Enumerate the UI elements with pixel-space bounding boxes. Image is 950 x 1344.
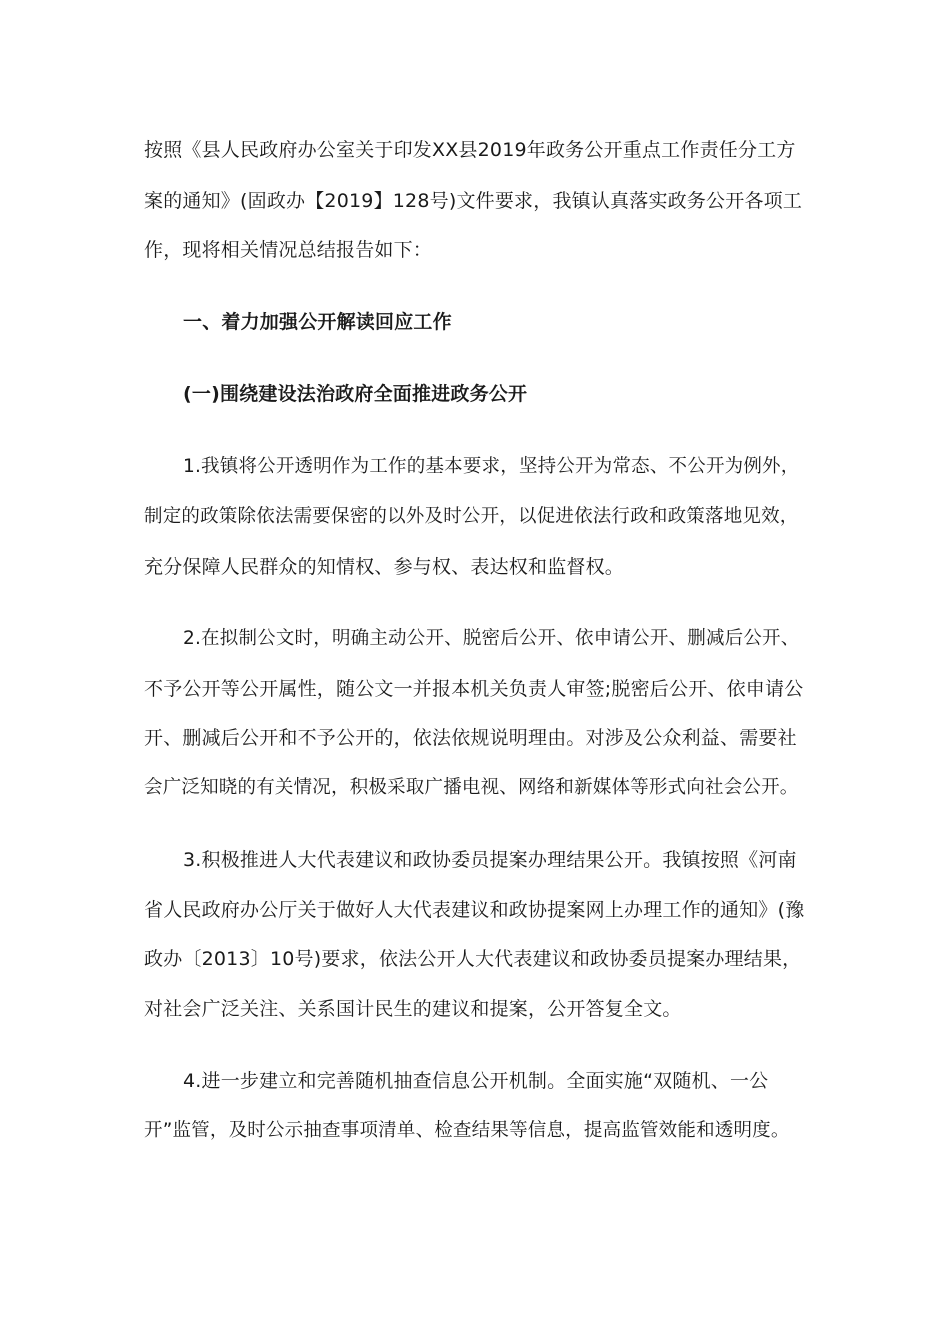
section-heading: 一、着力加强公开解读回应工作 xyxy=(183,311,452,333)
paragraph-3-line-1: 3.积极推进人大代表建议和政协委员提案办理结果公开。我镇按照《河南 xyxy=(183,849,797,871)
paragraph-2-line-2: 不予公开等公开属性，随公文一并报本机关负责人审签;脱密后公开、依申请公 xyxy=(144,678,804,700)
paragraph-3-line-3: 政办〔2013〕10号)要求，依法公开人大代表建议和政协委员提案办理结果， xyxy=(144,948,802,970)
paragraph-2-line-3: 开、删减后公开和不予公开的，依法依规说明理由。对涉及公众利益、需要社 xyxy=(144,727,797,749)
paragraph-1-line-1: 1.我镇将公开透明作为工作的基本要求，坚持公开为常态、不公开为例外， xyxy=(183,456,800,477)
paragraph-2-line-1: 2.在拟制公文时，明确主动公开、脱密后公开、依申请公开、删减后公开、 xyxy=(183,628,800,649)
paragraph-1-line-2: 制定的政策除依法需要保密的以外及时公开，以促进依法行政和政策落地见效， xyxy=(144,506,799,527)
paragraph-4-line-1: 4.进一步建立和完善随机抽查信息公开机制。全面实施“双随机、一公 xyxy=(183,1070,769,1092)
paragraph-3-line-4: 对社会广泛关注、关系国计民生的建议和提案，公开答复全文。 xyxy=(144,998,682,1020)
intro-line-1: 按照《县人民政府办公室关于印发XX县2019年政务公开重点工作责任分工方 xyxy=(144,139,796,161)
subsection-heading: (一)围绕建设法治政府全面推进政务公开 xyxy=(183,383,528,405)
intro-line-2: 案的通知》(固政办【2019】128号)文件要求，我镇认真落实政务公开各项工 xyxy=(144,190,803,212)
paragraph-1-line-3: 充分保障人民群众的知情权、参与权、表达权和监督权。 xyxy=(144,556,625,578)
intro-line-3: 作，现将相关情况总结报告如下： xyxy=(144,239,433,261)
paragraph-4-line-2: 开”监管，及时公示抽查事项清单、检查结果等信息，提高监管效能和透明度。 xyxy=(144,1120,790,1141)
paragraph-3-line-2: 省人民政府办公厅关于做好人大代表建议和政协提案网上办理工作的通知》(豫 xyxy=(144,899,805,921)
paragraph-2-line-4: 会广泛知晓的有关情况，积极采取广播电视、网络和新媒体等形式向社会公开。 xyxy=(144,777,799,798)
